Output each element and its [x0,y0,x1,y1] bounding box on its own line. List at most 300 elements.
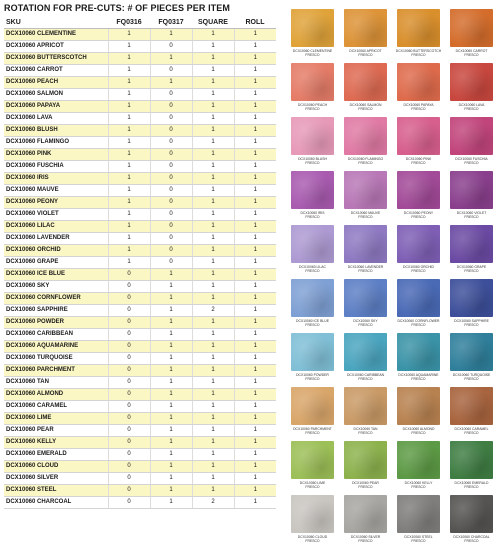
fq0317-cell: 0 [150,209,192,221]
swatch-label: DCX10060 PEAR [352,481,379,485]
table-row [4,281,276,293]
fq0317-cell: 1 [150,389,192,401]
swatch-item [286,117,339,171]
roll-cell: 1 [234,161,276,173]
column-header-fq0316: FQ0316 [108,17,150,29]
fq0317-cell: 1 [150,425,192,437]
swatch-item [445,441,498,495]
swatch-label: DCX10060 PAPAYA [403,103,434,107]
swatch-item [445,387,498,441]
roll-cell: 1 [234,413,276,425]
fq0316-cell: 0 [108,317,150,329]
swatch-item [286,63,339,117]
swatch-collection: FRESCO [411,431,426,435]
swatch-caption [293,427,332,435]
swatch-collection: FRESCO [464,323,479,327]
swatch-collection: FRESCO [411,53,426,57]
table-row [4,29,276,41]
roll-cell: 1 [234,425,276,437]
swatch-item [392,9,445,63]
swatch-item [392,495,445,549]
roll-cell: 1 [234,65,276,77]
fq0316-cell: 0 [108,485,150,497]
swatch-label: DCX10060 FUSCHIA [455,157,488,161]
fq0316-cell: 0 [108,353,150,365]
square-cell: 1 [192,77,234,89]
square-cell: 1 [192,449,234,461]
fq0316-cell: 1 [108,209,150,221]
square-cell: 1 [192,209,234,221]
swatch-item [339,171,392,225]
roll-cell: 1 [234,497,276,509]
square-cell: 1 [192,425,234,437]
square-cell: 1 [192,485,234,497]
sku-cell: DCX10060 CARROT [4,65,108,77]
swatch-caption [397,319,439,327]
sku-cell: DCX10060 KELLY [4,437,108,449]
swatch-collection: FRESCO [411,485,426,489]
swatch-chip [291,9,334,47]
swatch-row [286,441,498,495]
swatch-caption [354,427,378,435]
swatch-label: DCX10060 PINK [405,157,432,161]
swatch-chip [450,63,493,101]
fq0317-cell: 1 [150,365,192,377]
swatch-caption [352,481,379,489]
swatch-label: DCX10060 FLAMINGO [347,157,384,161]
fq0317-cell: 1 [150,77,192,89]
swatch-label: DCX10060 ICE BLUE [296,319,329,323]
swatch-label: DCX10060 AQUAMARINE [398,373,439,377]
roll-cell: 1 [234,113,276,125]
fq0317-cell: 1 [150,413,192,425]
swatch-item [392,387,445,441]
swatch-collection: FRESCO [305,485,320,489]
square-cell: 1 [192,101,234,113]
fq0317-cell: 0 [150,101,192,113]
swatch-item [445,333,498,387]
swatch-collection: FRESCO [358,161,373,165]
table-row [4,317,276,329]
square-cell: 2 [192,305,234,317]
sku-cell: DCX10060 PINK [4,149,108,161]
table-row [4,437,276,449]
column-header-fq0317: FQ0317 [150,17,192,29]
swatch-label: DCX10060 STEEL [404,535,433,539]
sku-cell: DCX10060 GRAPE [4,257,108,269]
swatch-item [445,225,498,279]
square-cell: 1 [192,329,234,341]
swatch-row [286,9,498,63]
swatch-chip [450,333,493,371]
swatch-item [286,225,339,279]
square-cell: 1 [192,137,234,149]
swatch-collection: FRESCO [305,269,320,273]
swatch-label: DCX10060 CHARCOAL [453,535,490,539]
swatch-chip [344,441,387,479]
swatch-row [286,279,498,333]
swatch-chip [291,225,334,263]
roll-cell: 1 [234,185,276,197]
column-header-roll: ROLL [234,17,276,29]
swatch-chip [291,171,334,209]
swatch-item [339,387,392,441]
roll-cell: 1 [234,245,276,257]
fq0317-cell: 1 [150,437,192,449]
swatch-row [286,117,498,171]
roll-cell: 1 [234,281,276,293]
table-row [4,461,276,473]
swatch-chip [397,117,440,155]
fq0316-cell: 1 [108,185,150,197]
swatch-item [445,495,498,549]
swatch-row [286,171,498,225]
table-body [4,29,276,509]
swatch-chip [397,333,440,371]
square-cell: 1 [192,53,234,65]
fq0316-cell: 1 [108,221,150,233]
sku-cell: DCX10060 AQUAMARINE [4,341,108,353]
fq0316-cell: 0 [108,461,150,473]
sku-cell: DCX10060 MAUVE [4,185,108,197]
sku-cell: DCX10060 CLEMENTINE [4,29,108,41]
swatch-row [286,387,498,441]
swatch-caption [293,49,332,57]
fq0317-cell: 0 [150,245,192,257]
swatch-item [392,171,445,225]
swatch-chip [397,387,440,425]
square-cell: 1 [192,365,234,377]
swatch-label: DCX10060 TURQUOISE [452,373,491,377]
swatch-collection: FRESCO [358,539,373,543]
swatch-label: DCX10060 GRAPE [456,265,487,269]
roll-cell: 1 [234,125,276,137]
swatch-collection: FRESCO [464,269,479,273]
swatch-label: DCX10060 MAUVE [350,211,381,215]
fq0317-cell: 0 [150,221,192,233]
fq0316-cell: 1 [108,89,150,101]
sku-cell: DCX10060 VIOLET [4,209,108,221]
sku-cell: DCX10060 IRIS [4,173,108,185]
table-row [4,125,276,137]
swatch-collection: FRESCO [358,269,373,273]
fq0316-cell: 1 [108,29,150,41]
square-cell: 1 [192,113,234,125]
table-row [4,377,276,389]
fq0316-cell: 1 [108,245,150,257]
swatch-label: DCX10060 APRICOT [349,49,382,53]
roll-cell: 1 [234,485,276,497]
sku-cell: DCX10060 BUTTERSCOTCH [4,53,108,65]
swatch-collection: FRESCO [464,53,479,57]
table-row [4,149,276,161]
square-cell: 1 [192,65,234,77]
swatch-label: DCX10060 BLUSH [298,157,327,161]
swatch-caption [396,49,441,57]
swatch-label: DCX10060 LAVENDER [347,265,384,269]
fq0317-cell: 1 [150,317,192,329]
square-cell: 1 [192,29,234,41]
swatch-caption [457,211,487,219]
fq0317-cell: 0 [150,233,192,245]
swatch-label: DCX10060 LIME [299,481,326,485]
precut-rotation-table [4,17,276,509]
sku-cell: DCX10060 LIME [4,413,108,425]
fq0316-cell: 1 [108,197,150,209]
swatch-label: DCX10060 POWDER [296,373,329,377]
swatch-item [392,279,445,333]
swatch-chip [397,441,440,479]
square-cell: 1 [192,401,234,413]
swatch-caption [299,265,326,273]
fq0316-cell: 1 [108,113,150,125]
swatch-chip [397,279,440,317]
swatch-chip [291,117,334,155]
square-cell: 1 [192,437,234,449]
roll-cell: 1 [234,269,276,281]
column-header-square: SQUARE [192,17,234,29]
table-row [4,485,276,497]
swatch-chip [450,117,493,155]
table-row [4,389,276,401]
sku-cell: DCX10060 PARCHMENT [4,365,108,377]
swatch-label: DCX10060 PARCHMENT [293,427,332,431]
fq0316-cell: 0 [108,401,150,413]
swatch-caption [403,265,434,273]
swatch-item [339,333,392,387]
fq0317-cell: 1 [150,293,192,305]
swatch-chip [450,225,493,263]
table-row [4,497,276,509]
swatch-caption [350,103,382,111]
roll-cell: 1 [234,473,276,485]
roll-cell: 1 [234,197,276,209]
swatch-collection: FRESCO [464,485,479,489]
swatch-item [286,171,339,225]
swatch-label: DCX10060 VIOLET [456,211,487,215]
roll-cell: 1 [234,449,276,461]
fq0316-cell: 1 [108,149,150,161]
swatch-label: DCX10060 TAN [353,427,378,431]
table-row [4,197,276,209]
swatch-collection: FRESCO [464,215,479,219]
sku-cell: DCX10060 ALMOND [4,389,108,401]
fq0316-cell: 1 [108,233,150,245]
square-cell: 1 [192,389,234,401]
roll-cell: 1 [234,137,276,149]
table-row [4,233,276,245]
square-cell: 1 [192,473,234,485]
roll-cell: 1 [234,77,276,89]
fq0316-cell: 0 [108,281,150,293]
fq0316-cell: 1 [108,173,150,185]
swatch-label: DCX10060 SALMON [349,103,382,107]
fq0317-cell: 0 [150,185,192,197]
table-row [4,245,276,257]
swatch-label: DCX10060 CLEMENTINE [292,49,333,53]
sku-cell: DCX10060 EMERALD [4,449,108,461]
fq0317-cell: 1 [150,281,192,293]
roll-cell: 1 [234,173,276,185]
swatch-row [286,225,498,279]
fq0316-cell: 0 [108,413,150,425]
fq0316-cell: 1 [108,125,150,137]
fq0316-cell: 0 [108,473,150,485]
swatch-chip [291,495,334,533]
fq0317-cell: 0 [150,89,192,101]
square-cell: 1 [192,173,234,185]
sku-cell: DCX10060 CORNFLOWER [4,293,108,305]
swatch-item [286,495,339,549]
table-row [4,101,276,113]
swatch-chip [344,117,387,155]
fq0317-cell: 1 [150,449,192,461]
swatch-item [392,117,445,171]
fq0316-cell: 0 [108,329,150,341]
swatch-item [286,387,339,441]
sku-cell: DCX10060 FLAMINGO [4,137,108,149]
roll-cell: 1 [234,401,276,413]
table-row [4,353,276,365]
roll-cell: 1 [234,257,276,269]
fq0317-cell: 0 [150,41,192,53]
sku-cell: DCX10060 CHARCOAL [4,497,108,509]
swatch-chip [397,495,440,533]
swatch-item [392,333,445,387]
fq0317-cell: 1 [150,473,192,485]
table-row [4,269,276,281]
swatch-caption [398,373,438,381]
swatch-collection: FRESCO [358,431,373,435]
swatch-caption [456,49,488,57]
swatch-caption [405,481,433,489]
table-row [4,53,276,65]
swatch-caption [298,103,327,111]
swatch-label: DCX10060 BUTTERSCOTCH [395,49,442,53]
roll-cell: 1 [234,209,276,221]
sku-cell: DCX10060 TURQUOISE [4,353,108,365]
swatch-caption [347,373,384,381]
swatch-caption [455,481,489,489]
swatch-chip [344,333,387,371]
fq0316-cell: 0 [108,269,150,281]
swatch-collection: FRESCO [411,161,426,165]
swatch-item [286,9,339,63]
swatch-caption [351,211,381,219]
fq0317-cell: 0 [150,137,192,149]
swatch-caption [298,535,327,543]
square-cell: 1 [192,89,234,101]
square-cell: 1 [192,269,234,281]
fq0316-cell: 1 [108,257,150,269]
table-row [4,185,276,197]
roll-cell: 1 [234,461,276,473]
square-cell: 1 [192,197,234,209]
swatch-caption [454,319,489,327]
swatch-caption [406,157,431,165]
swatch-label: DCX10060 KELLY [404,481,433,485]
swatch-label: DCX10060 SKY [353,319,378,323]
swatch-item [339,441,392,495]
table-row [4,401,276,413]
table-row [4,305,276,317]
swatch-caption [348,265,384,273]
swatch-label: DCX10060 SAPPHIRE [454,319,489,323]
swatch-caption [453,373,491,381]
sku-cell: DCX10060 TAN [4,377,108,389]
fq0316-cell: 0 [108,449,150,461]
roll-cell: 1 [234,41,276,53]
swatch-label: DCX10060 CARAMEL [454,427,489,431]
fq0316-cell: 1 [108,41,150,53]
sku-cell: DCX10060 SALMON [4,89,108,101]
sku-cell: DCX10060 PEACH [4,77,108,89]
sku-cell: DCX10060 ICE BLUE [4,269,108,281]
swatch-collection: FRESCO [464,539,479,543]
swatch-caption [298,157,327,165]
swatch-collection: FRESCO [411,323,426,327]
table-row [4,41,276,53]
fq0317-cell: 1 [150,497,192,509]
swatch-caption [455,157,487,165]
table-row [4,293,276,305]
swatch-chip [344,63,387,101]
swatch-chip [291,387,334,425]
roll-cell: 1 [234,29,276,41]
table-header-row [4,17,276,29]
swatch-label: DCX10060 CARIBBEAN [346,373,385,377]
swatch-label: DCX10060 ALMOND [402,427,435,431]
fq0316-cell: 0 [108,293,150,305]
page-title: ROTATION FOR PRE-CUTS: # OF PIECES PER ITEM [4,3,230,13]
square-cell: 1 [192,413,234,425]
swatch-item [339,225,392,279]
square-cell: 1 [192,293,234,305]
sku-cell: DCX10060 SAPPHIRE [4,305,108,317]
swatch-item [339,117,392,171]
roll-cell: 1 [234,317,276,329]
fq0317-cell: 1 [150,341,192,353]
swatch-caption [403,427,435,435]
square-cell: 1 [192,245,234,257]
table-row [4,77,276,89]
swatch-collection: FRESCO [464,431,479,435]
table-row [4,413,276,425]
swatch-chip [450,441,493,479]
swatch-chip [397,9,440,47]
roll-cell: 1 [234,377,276,389]
fq0317-cell: 1 [150,401,192,413]
table-row [4,113,276,125]
square-cell: 1 [192,257,234,269]
square-cell: 1 [192,353,234,365]
fq0316-cell: 0 [108,305,150,317]
roll-cell: 1 [234,329,276,341]
swatch-caption [351,535,380,543]
swatch-item [339,9,392,63]
fq0316-cell: 1 [108,161,150,173]
roll-cell: 1 [234,305,276,317]
sku-cell: DCX10060 STEEL [4,485,108,497]
sku-cell: DCX10060 LILAC [4,221,108,233]
square-cell: 1 [192,125,234,137]
sku-cell: DCX10060 APRICOT [4,41,108,53]
swatch-label: DCX10060 PEONY [403,211,434,215]
table-row [4,209,276,221]
swatch-chip [291,63,334,101]
swatch-collection: FRESCO [464,107,479,111]
swatch-chip [450,387,493,425]
